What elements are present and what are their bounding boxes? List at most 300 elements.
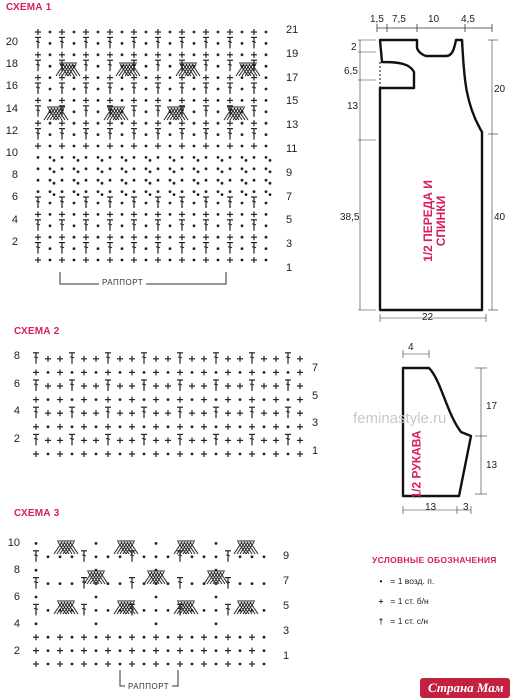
chain-stitch-mark	[193, 190, 196, 193]
chain-stitch-mark	[73, 88, 76, 91]
chain-stitch-mark	[265, 156, 268, 159]
chain-stitch-mark	[49, 202, 52, 205]
double-crochet-mark	[203, 197, 209, 208]
single-crochet-mark	[273, 397, 279, 403]
scheme-1-repeat-label: РАППОРТ	[99, 278, 146, 287]
chain-stitch-mark	[73, 247, 76, 250]
chain-stitch-mark	[47, 371, 50, 374]
chain-stitch-mark	[245, 159, 248, 162]
chain-stitch-mark	[197, 159, 200, 162]
chain-stitch-mark	[193, 31, 196, 34]
chain-stitch-mark	[253, 167, 256, 170]
single-crochet-mark	[59, 143, 65, 149]
single-crochet-mark	[203, 29, 209, 35]
single-crochet-mark	[83, 52, 89, 58]
diamond-cluster-mark	[54, 601, 78, 614]
chain-stitch-mark	[215, 453, 218, 456]
double-crochet-mark	[107, 60, 113, 71]
single-crochet-mark	[153, 356, 159, 362]
double-crochet-mark	[227, 129, 233, 140]
double-crochet-mark	[225, 604, 231, 615]
double-crochet-mark	[177, 434, 183, 445]
double-crochet-mark	[249, 407, 255, 418]
chain-stitch-mark	[109, 167, 112, 170]
single-crochet-mark	[59, 52, 65, 58]
chain-stitch-mark	[239, 582, 242, 585]
chain-stitch-mark	[197, 170, 200, 173]
single-crochet-mark	[129, 383, 135, 389]
chain-stitch-mark	[121, 247, 124, 250]
chain-stitch-mark	[169, 167, 172, 170]
single-crochet-mark	[35, 29, 41, 35]
diamond-cluster-mark	[84, 571, 108, 584]
single-crochet-mark	[177, 634, 183, 640]
legend-item-double-crochet-text: = 1 ст. с/н	[390, 616, 429, 626]
body-dim-right-2: 40	[494, 212, 506, 223]
single-crochet-mark	[153, 397, 159, 403]
single-crochet-mark	[105, 424, 111, 430]
chain-stitch-mark	[61, 156, 64, 159]
chain-stitch-mark	[241, 53, 244, 56]
chain-stitch-mark	[121, 156, 124, 159]
single-crochet-mark	[83, 97, 89, 103]
row-number: 3	[312, 417, 319, 429]
chain-stitch-mark	[253, 179, 256, 182]
row-number: 8	[11, 169, 18, 182]
chain-stitch-mark	[193, 53, 196, 56]
chain-stitch-mark	[205, 167, 208, 170]
chain-stitch-mark	[145, 213, 148, 216]
single-crochet-mark	[57, 397, 63, 403]
chain-stitch-mark	[217, 259, 220, 262]
double-crochet-mark	[155, 60, 161, 71]
double-crochet-mark	[33, 380, 39, 391]
double-crochet-mark	[251, 106, 257, 117]
single-crochet-mark	[177, 397, 183, 403]
chain-stitch-mark	[265, 236, 268, 239]
chain-stitch-mark	[73, 179, 76, 182]
chain-stitch-mark	[287, 371, 290, 374]
chain-stitch-mark	[215, 542, 218, 545]
single-crochet-mark	[165, 410, 171, 416]
sleeve-dim-bottom-1: 13	[425, 502, 437, 513]
chain-stitch-mark	[95, 649, 98, 652]
chain-stitch-mark	[71, 425, 74, 428]
single-crochet-mark	[225, 648, 231, 654]
single-crochet-mark	[189, 437, 195, 443]
row-number: 1	[286, 262, 293, 274]
chain-stitch-mark	[217, 236, 220, 239]
single-crochet-mark	[249, 397, 255, 403]
chain-stitch-mark	[73, 213, 76, 216]
chain-stitch-mark	[97, 133, 100, 136]
chain-stitch-mark	[145, 179, 148, 182]
single-crochet-mark	[227, 75, 233, 81]
chain-stitch-mark	[97, 145, 100, 148]
chain-stitch-mark	[181, 190, 184, 193]
single-crochet-mark	[83, 211, 89, 217]
single-crochet-mark	[59, 97, 65, 103]
double-crochet-mark	[227, 83, 233, 94]
single-crochet-mark	[237, 383, 243, 389]
chain-stitch-mark	[265, 76, 268, 79]
row-number: 13	[286, 119, 299, 132]
double-crochet-mark	[177, 578, 183, 589]
chain-stitch-mark	[85, 156, 88, 159]
double-crochet-mark	[59, 37, 65, 48]
single-crochet-mark	[93, 356, 99, 362]
single-crochet-mark	[45, 383, 51, 389]
diamond-cluster-mark	[56, 63, 80, 76]
chain-stitch-mark	[119, 582, 122, 585]
chain-stitch-mark	[73, 202, 76, 205]
row-number: 7	[312, 362, 319, 374]
single-crochet-mark	[225, 397, 231, 403]
chain-stitch-mark	[121, 122, 124, 125]
chain-stitch-mark	[167, 555, 170, 558]
single-crochet-mark	[57, 437, 63, 443]
chain-stitch-mark	[77, 182, 80, 185]
double-crochet-mark	[59, 129, 65, 140]
chain-stitch-mark	[73, 145, 76, 148]
single-crochet-mark	[57, 424, 63, 430]
double-crochet-mark	[179, 220, 185, 231]
chain-stitch-mark	[217, 88, 220, 91]
double-crochet-mark	[131, 129, 137, 140]
legend-title: УСЛОВНЫЕ ОБОЗНАЧЕНИЯ	[372, 555, 497, 565]
single-crochet-mark	[33, 397, 39, 403]
single-crochet-mark	[225, 424, 231, 430]
double-crochet-mark	[179, 243, 185, 254]
chain-stitch-mark	[241, 133, 244, 136]
chain-stitch-mark	[107, 609, 110, 612]
single-crochet-mark	[153, 383, 159, 389]
diamond-cluster-mark	[204, 571, 228, 584]
single-crochet-mark	[155, 257, 161, 263]
chain-stitch-mark	[263, 609, 266, 612]
chain-stitch-mark	[253, 156, 256, 159]
single-crochet-mark	[131, 97, 137, 103]
chain-stitch-mark	[133, 156, 136, 159]
double-crochet-mark	[203, 129, 209, 140]
chain-stitch-mark	[119, 398, 122, 401]
single-crochet-mark	[35, 75, 41, 81]
chain-stitch-mark	[53, 193, 56, 196]
chain-stitch-mark	[49, 65, 52, 68]
chain-stitch-mark	[239, 636, 242, 639]
single-crochet-mark	[179, 257, 185, 263]
single-crochet-mark	[57, 369, 63, 375]
single-crochet-mark	[273, 437, 279, 443]
chain-stitch-mark	[245, 170, 248, 173]
chain-stitch-mark	[49, 76, 52, 79]
single-crochet-mark	[203, 52, 209, 58]
single-crochet-mark	[251, 211, 257, 217]
double-crochet-mark	[107, 220, 113, 231]
row-number: 7	[286, 190, 293, 203]
chain-stitch-mark	[241, 190, 244, 193]
single-crochet-mark	[131, 29, 137, 35]
row-number: 5	[312, 389, 319, 402]
chain-stitch-mark	[193, 88, 196, 91]
double-crochet-mark	[155, 197, 161, 208]
double-crochet-mark	[33, 578, 39, 589]
chain-stitch-mark	[47, 555, 50, 558]
chain-stitch-mark	[263, 371, 266, 374]
chain-stitch-mark	[97, 224, 100, 227]
double-crochet-mark	[227, 197, 233, 208]
legend-item-single-crochet	[374, 596, 429, 606]
single-crochet-mark	[177, 451, 183, 457]
row-number: 5	[283, 600, 290, 612]
chain-stitch-mark	[157, 167, 160, 170]
chain-stitch-mark	[217, 156, 220, 159]
single-crochet-mark	[35, 120, 41, 126]
chain-stitch-mark	[191, 371, 194, 374]
chain-stitch-mark	[169, 65, 172, 68]
chain-stitch-mark	[145, 110, 148, 113]
chain-stitch-mark	[119, 371, 122, 374]
double-crochet-mark	[251, 197, 257, 208]
single-crochet-mark	[203, 97, 209, 103]
single-crochet-mark	[179, 143, 185, 149]
single-crochet-mark	[249, 424, 255, 430]
chain-stitch-mark	[47, 425, 50, 428]
single-crochet-mark	[273, 383, 279, 389]
chain-stitch-mark	[97, 88, 100, 91]
legend-item-single-crochet-text: = 1 ст. б/н	[390, 596, 429, 606]
single-crochet-mark	[249, 369, 255, 375]
chain-stitch-mark	[263, 555, 266, 558]
row-number: 4	[11, 213, 18, 226]
single-crochet-mark	[203, 143, 209, 149]
single-crochet-mark	[297, 437, 303, 443]
single-crochet-mark	[107, 29, 113, 35]
chain-stitch-mark	[217, 42, 220, 45]
double-crochet-mark	[285, 434, 291, 445]
chain-stitch-mark	[119, 453, 122, 456]
double-crochet-mark	[249, 380, 255, 391]
chain-stitch-mark	[49, 88, 52, 91]
single-crochet-mark	[35, 52, 41, 58]
chain-stitch-mark	[241, 247, 244, 250]
single-crochet-mark	[129, 397, 135, 403]
double-crochet-mark	[35, 129, 41, 140]
chain-stitch-mark	[119, 555, 122, 558]
single-crochet-mark	[153, 369, 159, 375]
chain-stitch-mark	[173, 182, 176, 185]
row-number: 21	[286, 24, 299, 36]
body-dim-right-1: 20	[494, 84, 506, 95]
row-number: 9	[286, 166, 293, 179]
single-crochet-mark	[105, 634, 111, 640]
single-crochet-mark	[81, 437, 87, 443]
chain-stitch-mark	[121, 213, 124, 216]
chain-stitch-mark	[193, 133, 196, 136]
single-crochet-mark	[107, 211, 113, 217]
double-crochet-mark	[131, 106, 137, 117]
single-crochet-mark	[45, 410, 51, 416]
double-crochet-symbol-icon: †	[378, 616, 384, 626]
legend-item-chain	[374, 576, 434, 586]
chain-stitch-mark	[133, 190, 136, 193]
single-crochet-mark	[107, 75, 113, 81]
legend-item-double-crochet	[374, 616, 428, 626]
chain-stitch-mark	[95, 663, 98, 666]
double-crochet-mark	[285, 407, 291, 418]
chain-stitch-mark	[229, 156, 232, 159]
single-crochet-mark	[201, 397, 207, 403]
body-dim-top-3: 10	[428, 14, 440, 25]
double-crochet-mark	[141, 380, 147, 391]
sleeve-dim-right-2: 13	[486, 460, 498, 471]
chain-stitch-mark	[193, 76, 196, 79]
row-number: 10	[7, 537, 20, 549]
chain-stitch-mark	[143, 453, 146, 456]
single-crochet-mark	[225, 383, 231, 389]
chain-stitch-mark	[145, 167, 148, 170]
chain-stitch-mark	[193, 179, 196, 182]
chain-stitch-mark	[73, 99, 76, 102]
scheme-1-title: СХЕМА 1	[6, 2, 52, 13]
double-crochet-mark	[69, 407, 75, 418]
chain-stitch-mark	[143, 371, 146, 374]
single-crochet-mark	[33, 634, 39, 640]
chain-stitch-mark	[205, 156, 208, 159]
single-crochet-mark	[107, 120, 113, 126]
single-crochet-mark	[93, 437, 99, 443]
chain-stitch-symbol-icon: •	[379, 576, 383, 586]
single-crochet-mark	[251, 97, 257, 103]
chain-stitch-mark	[287, 425, 290, 428]
single-crochet-mark	[177, 648, 183, 654]
diamond-cluster-mark	[114, 601, 138, 614]
brand-logo-text: Страна Мам	[428, 680, 504, 695]
single-crochet-mark	[155, 97, 161, 103]
sleeve-dim-right-1: 17	[486, 401, 498, 412]
single-crochet-mark	[251, 52, 257, 58]
single-crochet-mark	[59, 120, 65, 126]
single-crochet-mark	[225, 451, 231, 457]
single-crochet-mark	[261, 383, 267, 389]
chain-stitch-mark	[169, 156, 172, 159]
single-crochet-mark	[179, 234, 185, 240]
chain-stitch-mark	[77, 159, 80, 162]
chain-stitch-mark	[47, 649, 50, 652]
row-number: 4	[13, 618, 20, 630]
double-crochet-mark	[105, 380, 111, 391]
chain-stitch-mark	[181, 179, 184, 182]
single-crochet-mark	[131, 211, 137, 217]
chain-stitch-mark	[73, 133, 76, 136]
chain-stitch-mark	[35, 569, 38, 572]
single-crochet-mark	[249, 634, 255, 640]
row-number: 8	[13, 350, 20, 362]
single-crochet-mark	[227, 97, 233, 103]
double-crochet-mark	[33, 407, 39, 418]
row-number: 17	[286, 71, 299, 84]
chain-stitch-mark	[97, 53, 100, 56]
double-crochet-mark	[107, 129, 113, 140]
single-crochet-mark	[81, 356, 87, 362]
double-crochet-mark	[179, 83, 185, 94]
double-crochet-mark	[285, 380, 291, 391]
double-crochet-mark	[33, 353, 39, 364]
chain-stitch-mark	[287, 398, 290, 401]
double-crochet-mark	[35, 83, 41, 94]
row-number: 2	[13, 432, 20, 445]
chain-stitch-mark	[239, 371, 242, 374]
chain-stitch-mark	[73, 156, 76, 159]
chain-stitch-mark	[217, 190, 220, 193]
chain-stitch-mark	[109, 190, 112, 193]
double-crochet-mark	[155, 220, 161, 231]
scheme-3-repeat-label: РАППОРТ	[125, 682, 172, 691]
single-crochet-mark	[297, 356, 303, 362]
double-crochet-mark	[155, 37, 161, 48]
single-crochet-mark	[201, 356, 207, 362]
chain-stitch-mark	[251, 555, 254, 558]
chain-stitch-mark	[97, 179, 100, 182]
single-crochet-mark	[155, 75, 161, 81]
chain-stitch-mark	[217, 122, 220, 125]
double-crochet-mark	[33, 434, 39, 445]
chain-stitch-mark	[143, 609, 146, 612]
single-crochet-mark	[153, 410, 159, 416]
single-crochet-mark	[129, 369, 135, 375]
chain-stitch-mark	[143, 425, 146, 428]
row-number: 10	[5, 147, 18, 159]
chain-stitch-mark	[167, 649, 170, 652]
double-crochet-mark	[177, 380, 183, 391]
single-crochet-mark	[83, 143, 89, 149]
chain-stitch-mark	[217, 213, 220, 216]
chain-stitch-mark	[205, 179, 208, 182]
chain-stitch-mark	[239, 649, 242, 652]
chain-stitch-mark	[265, 259, 268, 262]
single-crochet-mark	[179, 211, 185, 217]
double-crochet-mark	[83, 83, 89, 94]
single-crochet-mark	[189, 383, 195, 389]
single-crochet-mark	[227, 29, 233, 35]
chain-stitch-mark	[49, 133, 52, 136]
single-crochet-mark	[251, 143, 257, 149]
chain-stitch-mark	[133, 167, 136, 170]
single-crochet-mark	[225, 369, 231, 375]
row-number: 18	[5, 58, 18, 71]
chain-stitch-mark	[149, 193, 152, 196]
diamond-cluster-mark	[234, 601, 258, 614]
chain-stitch-mark	[215, 398, 218, 401]
single-crochet-mark	[155, 143, 161, 149]
chain-stitch-mark	[229, 179, 232, 182]
single-crochet-mark	[57, 451, 63, 457]
single-crochet-symbol-icon: +	[378, 596, 384, 606]
chain-stitch-mark	[97, 213, 100, 216]
single-crochet-mark	[107, 257, 113, 263]
chain-stitch-mark	[143, 636, 146, 639]
double-crochet-mark	[35, 220, 41, 231]
single-crochet-mark	[81, 661, 87, 667]
chain-stitch-mark	[121, 53, 124, 56]
chain-stitch-mark	[95, 425, 98, 428]
chain-stitch-mark	[215, 596, 218, 599]
single-crochet-mark	[57, 648, 63, 654]
double-crochet-mark	[179, 197, 185, 208]
single-crochet-mark	[251, 29, 257, 35]
chain-stitch-mark	[169, 99, 172, 102]
diamond-cluster-mark	[174, 541, 198, 554]
